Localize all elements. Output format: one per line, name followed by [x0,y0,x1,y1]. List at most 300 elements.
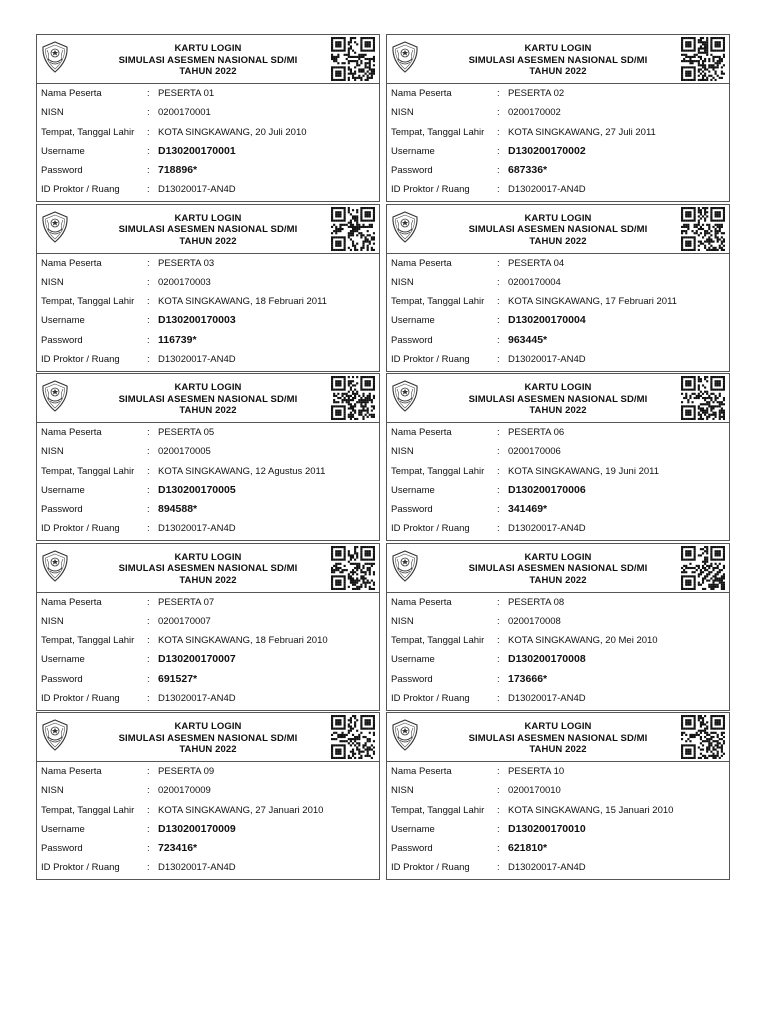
field-label: NISN [391,785,414,797]
field-label: Tempat, Tanggal Lahir [391,126,485,138]
field-nama-peserta [387,762,729,781]
field-label: Nama Peserta [41,766,102,777]
field-id-proktor-ruang [387,858,729,877]
tut-wuri-handayani-logo [391,380,419,412]
field-label: Username [41,145,85,157]
field-username [387,481,729,500]
field-separator: : [147,673,150,685]
field-label: Nama Peserta [41,88,102,99]
field-label: ID Proktor / Ruang [391,862,470,874]
field-label: Password [41,673,83,685]
field-tempat-tanggal-lahir [387,292,729,311]
field-separator: : [497,484,500,496]
username-value: D130200170006 [508,483,586,496]
field-separator: : [497,504,500,516]
field-separator: : [497,334,500,346]
field-id-proktor-ruang [387,519,729,538]
field-label: Password [391,673,433,685]
field-separator: : [497,427,500,438]
title-line-3: TAHUN 2022 [529,235,587,247]
nisn-value: 0200170006 [508,446,561,458]
field-nisn [37,442,379,461]
nisn-value: 0200170001 [158,107,211,119]
field-separator: : [147,843,150,855]
field-nisn [37,612,379,631]
tut-wuri-handayani-logo [41,41,69,73]
field-separator: : [497,107,500,119]
card-title [447,213,669,248]
field-tempat-tanggal-lahir [37,801,379,820]
field-separator: : [147,862,150,874]
field-username [37,311,379,330]
field-username [387,650,729,669]
title-line-3: TAHUN 2022 [529,405,587,416]
id-proktor-ruang-value: D13020017-AN4D [158,862,236,874]
tut-wuri-handayani-logo [41,550,69,582]
card-fields [387,593,729,709]
field-separator: : [147,165,150,177]
nama-peserta-value: PESERTA 05 [158,427,215,438]
card-header [37,374,379,423]
field-label: Password [41,334,83,346]
title-line-2: SIMULASI ASESMEN NASIONAL SD/MI [468,732,648,744]
field-label: NISN [391,107,414,119]
title-line-2: SIMULASI ASESMEN NASIONAL SD/MI [118,563,298,574]
login-card-7 [36,543,380,711]
login-card-5 [36,373,380,541]
password-value: 116739* [158,333,197,346]
field-separator: : [147,785,150,797]
password-value: 963445* [508,333,548,346]
tempat-tanggal-lahir-value: KOTA SINGKAWANG, 19 Juni 2011 [508,465,660,477]
field-label: NISN [41,107,64,119]
field-label: Nama Peserta [41,257,102,269]
tempat-tanggal-lahir-value: KOTA SINGKAWANG, 12 Agustus 2011 [158,465,326,477]
field-separator: : [497,804,500,816]
nisn-value: 0200170002 [508,107,561,119]
field-label: Password [391,504,433,516]
field-tempat-tanggal-lahir [387,801,729,820]
card-header [387,35,729,84]
field-separator: : [147,334,150,346]
field-nama-peserta [387,423,729,442]
nama-peserta-value: PESERTA 09 [158,766,215,777]
tempat-tanggal-lahir-value: KOTA SINGKAWANG, 27 Januari 2010 [158,804,324,816]
field-label: Tempat, Tanggal Lahir [391,804,485,816]
title-line-3: TAHUN 2022 [179,744,237,755]
password-value: 687336* [508,164,548,177]
field-separator: : [147,446,150,458]
field-nama-peserta [37,593,379,612]
username-value: D130200170002 [508,144,586,157]
login-card-9 [36,712,380,880]
title-line-3: TAHUN 2022 [179,574,237,586]
qr-code-icon [681,715,725,759]
field-separator: : [497,766,500,777]
password-value: 723416* [158,842,198,855]
field-tempat-tanggal-lahir [37,292,379,311]
field-label: Username [391,145,435,157]
field-label: Nama Peserta [391,427,452,438]
field-username [37,481,379,500]
field-label: ID Proktor / Ruang [391,184,470,196]
field-label: NISN [41,785,64,797]
qr-code-icon [331,546,375,590]
card-title [97,213,319,248]
card-fields [387,423,729,539]
card-header [387,713,729,762]
qr-code-icon [331,715,375,759]
card-title [447,552,669,587]
field-label: ID Proktor / Ruang [391,523,470,535]
field-tempat-tanggal-lahir [37,631,379,650]
field-label: Username [391,315,435,327]
card-title [447,382,669,417]
id-proktor-ruang-value: D13020017-AN4D [508,184,586,196]
field-nisn [37,103,379,122]
field-username [387,311,729,330]
nama-peserta-value: PESERTA 03 [158,257,215,269]
field-label: Password [391,334,433,346]
title-line-3: TAHUN 2022 [529,744,587,755]
field-id-proktor-ruang [37,689,379,708]
password-value: 718896* [158,164,198,177]
field-nama-peserta [37,762,379,781]
field-separator: : [497,276,500,288]
title-line-3: TAHUN 2022 [179,405,237,416]
card-title [97,721,319,756]
field-id-proktor-ruang [37,858,379,877]
tut-wuri-handayani-logo [391,550,419,582]
field-label: ID Proktor / Ruang [391,692,470,704]
card-fields [37,254,379,370]
field-nisn [387,442,729,461]
tut-wuri-handayani-logo [41,211,69,243]
field-separator: : [497,296,500,308]
field-separator: : [497,635,500,647]
field-id-proktor-ruang [387,180,729,199]
field-separator: : [147,257,150,269]
field-separator: : [497,785,500,797]
field-nisn [387,273,729,292]
field-id-proktor-ruang [37,180,379,199]
field-id-proktor-ruang [387,689,729,708]
field-separator: : [147,692,150,704]
field-separator: : [147,596,150,608]
id-proktor-ruang-value: D13020017-AN4D [508,692,586,704]
field-label: ID Proktor / Ruang [41,353,120,365]
field-label: Password [41,843,83,855]
card-fields [387,762,729,878]
field-label: Password [41,504,83,516]
field-label: Password [41,165,83,177]
id-proktor-ruang-value: D13020017-AN4D [158,184,236,196]
nama-peserta-value: PESERTA 08 [508,596,565,608]
tut-wuri-handayani-logo [391,719,419,751]
field-password [387,161,729,180]
card-header [37,544,379,593]
field-separator: : [147,523,150,535]
nama-peserta-value: PESERTA 07 [158,596,215,608]
id-proktor-ruang-value: D13020017-AN4D [158,523,236,535]
field-separator: : [497,523,500,535]
field-nisn [37,273,379,292]
field-password [37,161,379,180]
field-separator: : [497,843,500,855]
field-username [387,142,729,161]
password-value: 691527* [158,672,198,685]
field-label: NISN [391,446,414,458]
field-tempat-tanggal-lahir [387,123,729,142]
password-value: 173666* [508,672,548,685]
field-label: Tempat, Tanggal Lahir [41,465,135,477]
title-line-2: SIMULASI ASESMEN NASIONAL SD/MI [468,54,648,66]
field-label: Password [391,843,433,855]
card-title [447,43,669,78]
title-line-2: SIMULASI ASESMEN NASIONAL SD/MI [118,393,298,405]
field-username [37,142,379,161]
field-label: Nama Peserta [41,596,102,608]
field-separator: : [497,615,500,627]
title-line-2: SIMULASI ASESMEN NASIONAL SD/MI [468,393,648,405]
field-separator: : [147,296,150,308]
username-value: D130200170003 [158,314,236,327]
field-separator: : [147,353,150,365]
title-line-2: SIMULASI ASESMEN NASIONAL SD/MI [118,732,298,744]
field-label: ID Proktor / Ruang [41,523,120,535]
field-label: Username [391,484,435,496]
field-tempat-tanggal-lahir [387,631,729,650]
field-separator: : [497,692,500,704]
field-separator: : [497,596,500,608]
tempat-tanggal-lahir-value: KOTA SINGKAWANG, 18 Februari 2010 [158,635,328,647]
field-separator: : [147,504,150,516]
qr-code-icon [681,37,725,81]
nisn-value: 0200170005 [158,446,211,458]
title-line-1: KARTU LOGIN [524,43,592,54]
card-title [97,382,319,417]
login-card-2 [386,34,730,202]
nama-peserta-value: PESERTA 10 [508,766,565,777]
card-header [387,205,729,254]
field-label: ID Proktor / Ruang [391,353,470,365]
field-tempat-tanggal-lahir [37,462,379,481]
card-title [447,721,669,756]
field-password [387,670,729,689]
field-password [387,331,729,350]
field-id-proktor-ruang [387,350,729,369]
title-line-2: SIMULASI ASESMEN NASIONAL SD/MI [468,563,648,574]
field-tempat-tanggal-lahir [37,123,379,142]
card-fields [387,84,729,200]
field-separator: : [147,184,150,196]
title-line-1: KARTU LOGIN [174,382,242,393]
field-label: Tempat, Tanggal Lahir [41,635,135,647]
field-label: NISN [391,276,414,288]
title-line-1: KARTU LOGIN [174,721,242,732]
field-separator: : [147,766,150,777]
field-password [37,331,379,350]
id-proktor-ruang-value: D13020017-AN4D [158,692,236,704]
nisn-value: 0200170003 [158,276,211,288]
field-separator: : [147,126,150,138]
field-separator: : [497,165,500,177]
field-password [37,670,379,689]
nama-peserta-value: PESERTA 01 [158,88,215,99]
title-line-1: KARTU LOGIN [524,551,592,563]
field-separator: : [147,654,150,666]
qr-code-icon [331,376,375,420]
field-label: ID Proktor / Ruang [41,862,120,874]
field-label: ID Proktor / Ruang [41,184,120,196]
field-separator: : [497,823,500,835]
field-label: NISN [391,615,414,627]
field-nisn [387,781,729,800]
username-value: D130200170005 [158,483,236,496]
title-line-1: KARTU LOGIN [524,721,592,732]
qr-code-icon [681,546,725,590]
login-card-8 [386,543,730,711]
field-separator: : [497,315,500,327]
field-separator: : [147,276,150,288]
field-id-proktor-ruang [37,519,379,538]
card-header [387,374,729,423]
field-separator: : [147,315,150,327]
field-label: Nama Peserta [391,596,452,608]
username-value: D130200170001 [158,144,236,157]
field-label: Nama Peserta [41,427,102,438]
tempat-tanggal-lahir-value: KOTA SINGKAWANG, 20 Juli 2010 [158,126,307,138]
card-fields [387,254,729,370]
field-separator: : [147,484,150,496]
field-label: Username [41,654,85,666]
card-title [97,552,319,587]
qr-code-icon [331,37,375,81]
login-card-6 [386,373,730,541]
qr-code-icon [681,376,725,420]
field-separator: : [497,673,500,685]
nama-peserta-value: PESERTA 04 [508,257,565,269]
field-separator: : [497,465,500,477]
field-separator: : [497,184,500,196]
username-value: D130200170007 [158,653,236,666]
field-label: ID Proktor / Ruang [41,692,120,704]
field-separator: : [497,353,500,365]
tempat-tanggal-lahir-value: KOTA SINGKAWANG, 27 Juli 2011 [508,126,656,138]
field-label: Nama Peserta [391,88,452,99]
field-separator: : [497,88,500,99]
field-separator: : [147,804,150,816]
username-value: D130200170008 [508,653,586,666]
field-separator: : [147,145,150,157]
field-nama-peserta [387,254,729,273]
field-label: Username [391,654,435,666]
password-value: 894588* [158,503,198,516]
password-value: 341469* [508,503,548,516]
title-line-2: SIMULASI ASESMEN NASIONAL SD/MI [118,54,298,66]
title-line-1: KARTU LOGIN [524,212,592,224]
nisn-value: 0200170010 [508,785,561,797]
nisn-value: 0200170008 [508,615,561,627]
field-password [387,839,729,858]
tempat-tanggal-lahir-value: KOTA SINGKAWANG, 18 Februari 2011 [158,296,327,308]
title-line-1: KARTU LOGIN [524,382,592,393]
field-label: Username [41,484,85,496]
login-card-10 [386,712,730,880]
nisn-value: 0200170009 [158,785,211,797]
field-label: Tempat, Tanggal Lahir [41,296,135,308]
field-label: Tempat, Tanggal Lahir [41,126,135,138]
card-fields [37,593,379,709]
title-line-1: KARTU LOGIN [174,212,242,224]
card-fields [37,762,379,878]
card-fields [37,84,379,200]
login-card-1 [36,34,380,202]
field-label: Password [391,165,433,177]
qr-code-icon [681,207,725,251]
field-separator: : [147,635,150,647]
title-line-3: TAHUN 2022 [529,574,587,586]
card-header [37,205,379,254]
field-separator: : [497,654,500,666]
field-username [387,820,729,839]
tut-wuri-handayani-logo [391,211,419,243]
title-line-3: TAHUN 2022 [179,66,237,77]
id-proktor-ruang-value: D13020017-AN4D [158,353,236,365]
field-label: Tempat, Tanggal Lahir [41,804,135,816]
card-header [37,35,379,84]
field-separator: : [147,615,150,627]
field-label: Tempat, Tanggal Lahir [391,296,485,308]
field-label: Username [41,823,85,835]
field-nama-peserta [387,84,729,103]
field-password [37,500,379,519]
username-value: D130200170010 [508,822,586,835]
field-username [37,820,379,839]
title-line-3: TAHUN 2022 [529,66,587,77]
id-proktor-ruang-value: D13020017-AN4D [508,523,586,535]
username-value: D130200170004 [508,314,586,327]
field-password [37,839,379,858]
card-header [387,544,729,593]
field-separator: : [497,145,500,157]
field-nama-peserta [37,254,379,273]
card-header [37,713,379,762]
field-label: Username [41,315,85,327]
field-label: NISN [41,446,64,458]
title-line-2: SIMULASI ASESMEN NASIONAL SD/MI [118,224,298,235]
field-separator: : [497,446,500,458]
card-title [97,43,319,78]
password-value: 621810* [508,842,548,855]
field-label: NISN [41,276,64,288]
title-line-3: TAHUN 2022 [179,235,237,247]
field-separator: : [147,88,150,99]
field-label: NISN [41,615,64,627]
field-nisn [387,612,729,631]
nama-peserta-value: PESERTA 02 [508,88,565,99]
field-nama-peserta [37,84,379,103]
field-nisn [37,781,379,800]
card-fields [37,423,379,539]
title-line-1: KARTU LOGIN [174,43,242,54]
login-card-4 [386,204,730,372]
field-nama-peserta [37,423,379,442]
field-label: Tempat, Tanggal Lahir [391,465,485,477]
tut-wuri-handayani-logo [41,719,69,751]
id-proktor-ruang-value: D13020017-AN4D [508,862,586,874]
field-label: Username [391,823,435,835]
